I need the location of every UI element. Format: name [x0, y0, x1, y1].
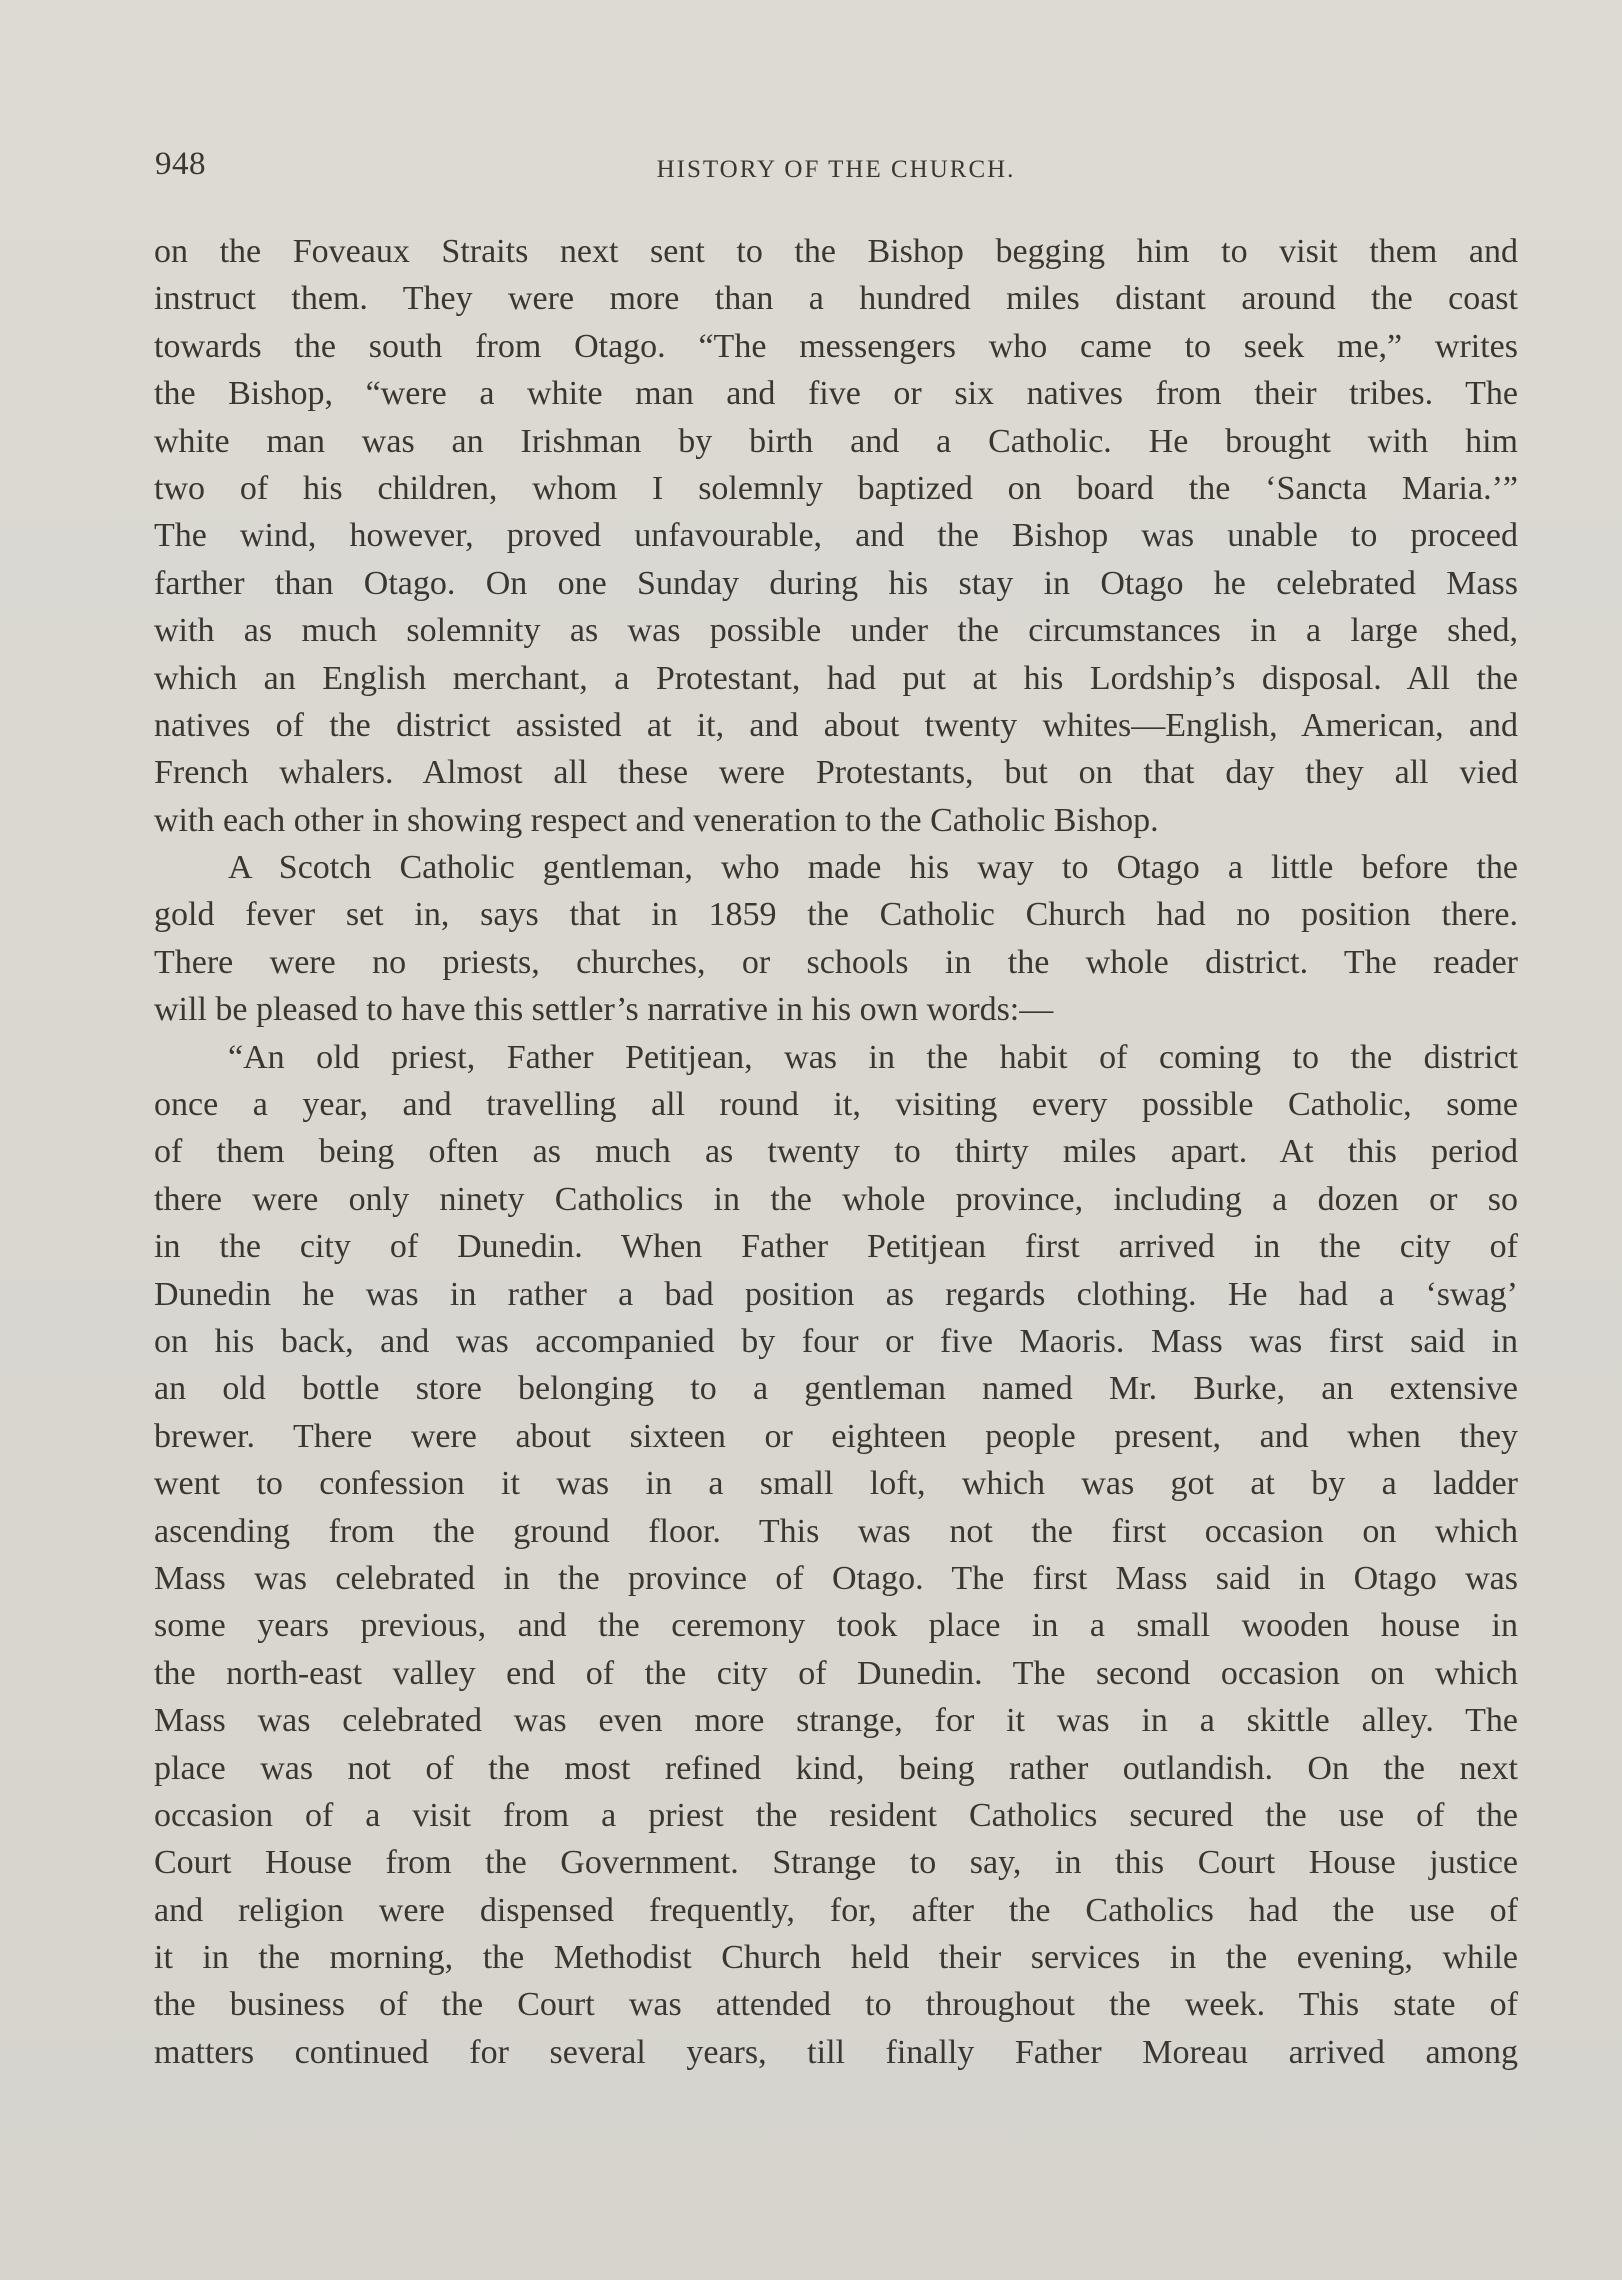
running-title: HISTORY OF THE CHURCH.: [656, 156, 1016, 183]
text-line: ascending from the ground floor. This was not the first occasion on which: [154, 1512, 1518, 1550]
text-line: once a year, and travelling all round it, visiting every possible Catholic, some: [154, 1086, 1518, 1124]
text-line: matters continued for several years, till finally Father Moreau arrived among: [154, 2033, 1518, 2071]
text-line: occasion of a visit from a priest the resident Catholics secured the use of the: [154, 1796, 1518, 1834]
text-line: instruct them. They were more than a hundred miles distant around the coast: [154, 280, 1518, 318]
text-line: place was not of the most refined kind, being rather outlandish. On the next: [154, 1749, 1518, 1787]
text-line: The wind, however, proved unfavourable, and the Bishop was unable to proceed: [154, 517, 1518, 555]
text-line: natives of the district assisted at it, and about twenty whites—English, American, and: [154, 706, 1518, 744]
page-number: 948: [155, 146, 206, 182]
text-line: there were only ninety Catholics in the whole province, including a dozen or so: [154, 1180, 1518, 1218]
text-line: towards the south from Otago. “The messengers who came to seek me,” writes: [154, 327, 1518, 365]
text-line: with as much solemnity as was possible under the circumstances in a large shed,: [154, 612, 1518, 650]
text-line: and religion were dispensed frequently, for, after the Catholics had the use of: [154, 1891, 1518, 1929]
text-line: the business of the Court was attended to throughout the week. This state of: [154, 1986, 1518, 2024]
text-line: which an English merchant, a Protestant, had put at his Lordship’s disposal. All the: [154, 659, 1518, 697]
body-text: [154, 228, 1518, 2076]
text-line: gold fever set in, says that in 1859 the Catholic Church had no position there.: [154, 896, 1518, 934]
text-line: in the city of Dunedin. When Father Petitjean first arrived in the city of: [154, 1228, 1518, 1266]
text-line: white man was an Irishman by birth and a Catholic. He brought with him: [154, 422, 1518, 460]
text-line: farther than Otago. On one Sunday during his stay in Otago he celebrated Mass: [154, 564, 1518, 602]
text-line: on the Foveaux Straits next sent to the Bishop begging him to visit them and: [154, 233, 1518, 270]
text-line: Mass was celebrated was even more strange, for it was in a skittle alley. The: [154, 1702, 1518, 1740]
text-line: the north-east valley end of the city of Dunedin. The second occasion on which: [154, 1654, 1518, 1692]
text-line: French whalers. Almost all these were Protestants, but on that day they all vied: [154, 754, 1518, 792]
text-line: the Bishop, “were a white man and five or six natives from their tribes. The: [154, 375, 1518, 413]
text-line: two of his children, whom I solemnly baptized on board the ‘Sancta Maria.’”: [154, 469, 1518, 507]
text-line: Mass was celebrated in the province of Otago. The first Mass said in Otago was: [154, 1559, 1518, 1597]
text-line: went to confession it was in a small loft, which was got at by a ladder: [154, 1465, 1518, 1503]
text-line-paragraph-start: A Scotch Catholic gentleman, who made his way to Otago a little before the: [228, 849, 1518, 887]
text-line: an old bottle store belonging to a gentleman named Mr. Burke, an extensive: [154, 1370, 1518, 1408]
text-line: some years previous, and the ceremony took place in a small wooden house in: [154, 1607, 1518, 1645]
text-line: Dunedin he was in rather a bad position as regards clothing. He had a ‘swag’: [154, 1275, 1518, 1313]
text-line: Court House from the Government. Strange to say, in this Court House justice: [154, 1844, 1518, 1882]
text-line: on his back, and was accompanied by four or five Maoris. Mass was first said in: [154, 1322, 1518, 1360]
text-line: brewer. There were about sixteen or eighteen people present, and when they: [154, 1417, 1518, 1455]
text-line-paragraph-end: with each other in showing respect and veneration to the Catholic Bishop.: [154, 801, 1159, 839]
text-line: There were no priests, churches, or schools in the whole district. The reader: [154, 943, 1518, 981]
page-header: [155, 146, 1517, 196]
text-line-paragraph-start: “An old priest, Father Petitjean, was in the habit of coming to the district: [228, 1038, 1518, 1076]
text-line: it in the morning, the Methodist Church held their services in the evening, while: [154, 1939, 1518, 1977]
text-line: of them being often as much as twenty to thirty miles apart. At this period: [154, 1133, 1518, 1171]
text-line-paragraph-end: will be pleased to have this settler’s narrative in his own words:—: [154, 991, 1054, 1029]
